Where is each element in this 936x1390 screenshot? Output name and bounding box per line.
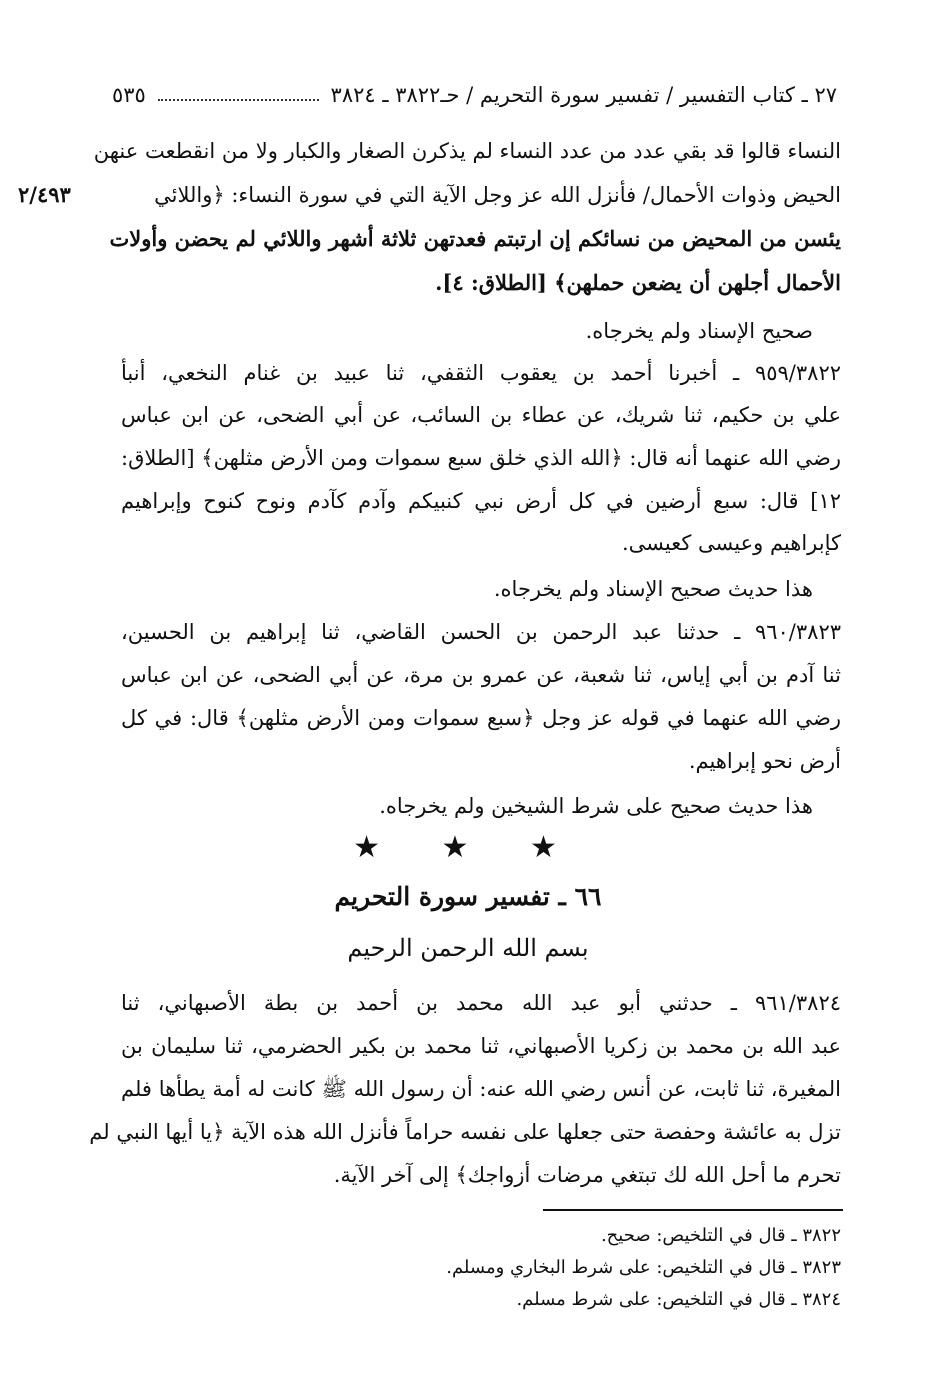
hadith-line: تحرم ما أحل الله لك تبتغي مرضات أزواجك﴾ إلى آخر الآية.: [333, 1163, 841, 1187]
footnote: ٣٨٢٣ ـ قال في التلخيص: على شرط البخاري ومسلم.: [446, 1257, 841, 1278]
hadith-line: ٩٦١/٣٨٢٤ ـ حدثني أبو عبد الله محمد بن أحمد بن بطة الأصبهاني، ثنا: [121, 991, 841, 1015]
margin-reference: ٢/٤٩٣: [18, 182, 71, 207]
grading-line: صحيح الإسناد ولم يخرجاه.: [585, 319, 813, 343]
sura-heading: ٦٦ ـ تفسير سورة التحريم: [334, 882, 602, 911]
quran-verse-line: الأحمال أجلهن أن يضعن حملهن﴾ [الطلاق: ٤].: [435, 270, 841, 295]
footnote-separator: [543, 1209, 843, 1211]
section-divider-stars: ★ ★ ★: [353, 830, 583, 865]
running-header: [112, 80, 837, 110]
grading-line: هذا حديث صحيح الإسناد ولم يخرجاه.: [493, 577, 813, 601]
hadith-line: رضي الله عنهما أنه قال: ﴿الله الذي خلق سبع سموات ومن الأرض مثلهن﴾ [الطلاق:: [121, 446, 841, 470]
page-number: ٥٣٥: [112, 83, 146, 107]
running-title: ٢٧ ـ كتاب التفسير / تفسير سورة التحريم / حـ٣٨٢٢ ـ ٣٨٢٤: [330, 83, 837, 107]
hadith-line: المغيرة، ثنا ثابت، عن أنس رضي الله عنه: أن رسول الله ﷺ كانت له أمة يطأها فلم: [121, 1077, 841, 1101]
hadith-line: ١٢] قال: سبع أرضين في كل أرض نبي كنبيكم وآدم كآدم ونوح كنوح وإبراهيم: [121, 489, 841, 513]
footnote: ٣٨٢٤ ـ قال في التلخيص: على شرط مسلم.: [516, 1289, 841, 1310]
hadith-line: أرض نحو إبراهيم.: [688, 749, 841, 773]
text-line: الحيض وذوات الأحمال/ فأنزل الله عز وجل الآية التي في سورة النساء: ﴿واللائي: [154, 183, 841, 207]
hadith-line: رضي الله عنهما في قوله عز وجل ﴿سبع سموات ومن الأرض مثلهن﴾ قال: في كل: [121, 706, 841, 730]
text-line: النساء قالوا قد بقي عدد من عدد النساء لم يذكرن الصغار والكبار ولا من انقطعت عنهن: [93, 139, 841, 163]
hadith-line: علي بن حكيم، ثنا شريك، عن عطاء بن السائب، عن أبي الضحى، عن ابن عباس: [121, 403, 841, 427]
hadith-line: عبد الله بن محمد بن زكريا الأصبهاني، ثنا محمد بن بكير الحضرمي، ثنا سليمان بن: [121, 1034, 841, 1058]
quran-verse-line: يئسن من المحيض من نسائكم إن ارتبتم فعدتهن ثلاثة أشهر واللائي لم يحضن وأولات: [109, 226, 841, 251]
hadith-line: ٩٥٩/٣٨٢٢ ـ أخبرنا أحمد بن يعقوب الثقفي، ثنا عبيد بن غنام النخعي، أنبأ: [121, 361, 841, 385]
hadith-line: كإبراهيم وعيسى كعيسى.: [621, 531, 841, 555]
hadith-line: ٩٦٠/٣٨٢٣ ـ حدثنا عبد الرحمن بن الحسن القاضي، ثنا إبراهيم بن الحسين،: [121, 620, 841, 644]
grading-line: هذا حديث صحيح على شرط الشيخين ولم يخرجاه.: [379, 794, 813, 818]
header-leader-dots: [158, 89, 319, 101]
hadith-line: تزل به عائشة وحفصة حتى جعلها على نفسه حراماً فأنزل الله هذه الآية ﴿يا أيها النبي لم: [89, 1120, 841, 1144]
hadith-line: ثنا آدم بن أبي إياس، ثنا شعبة، عن عمرو بن مرة، عن أبي الضحى، عن ابن عباس: [121, 663, 841, 687]
footnote: ٣٨٢٢ ـ قال في التلخيص: صحيح.: [600, 1225, 841, 1246]
basmala: بسم الله الرحمن الرحيم: [347, 934, 589, 962]
